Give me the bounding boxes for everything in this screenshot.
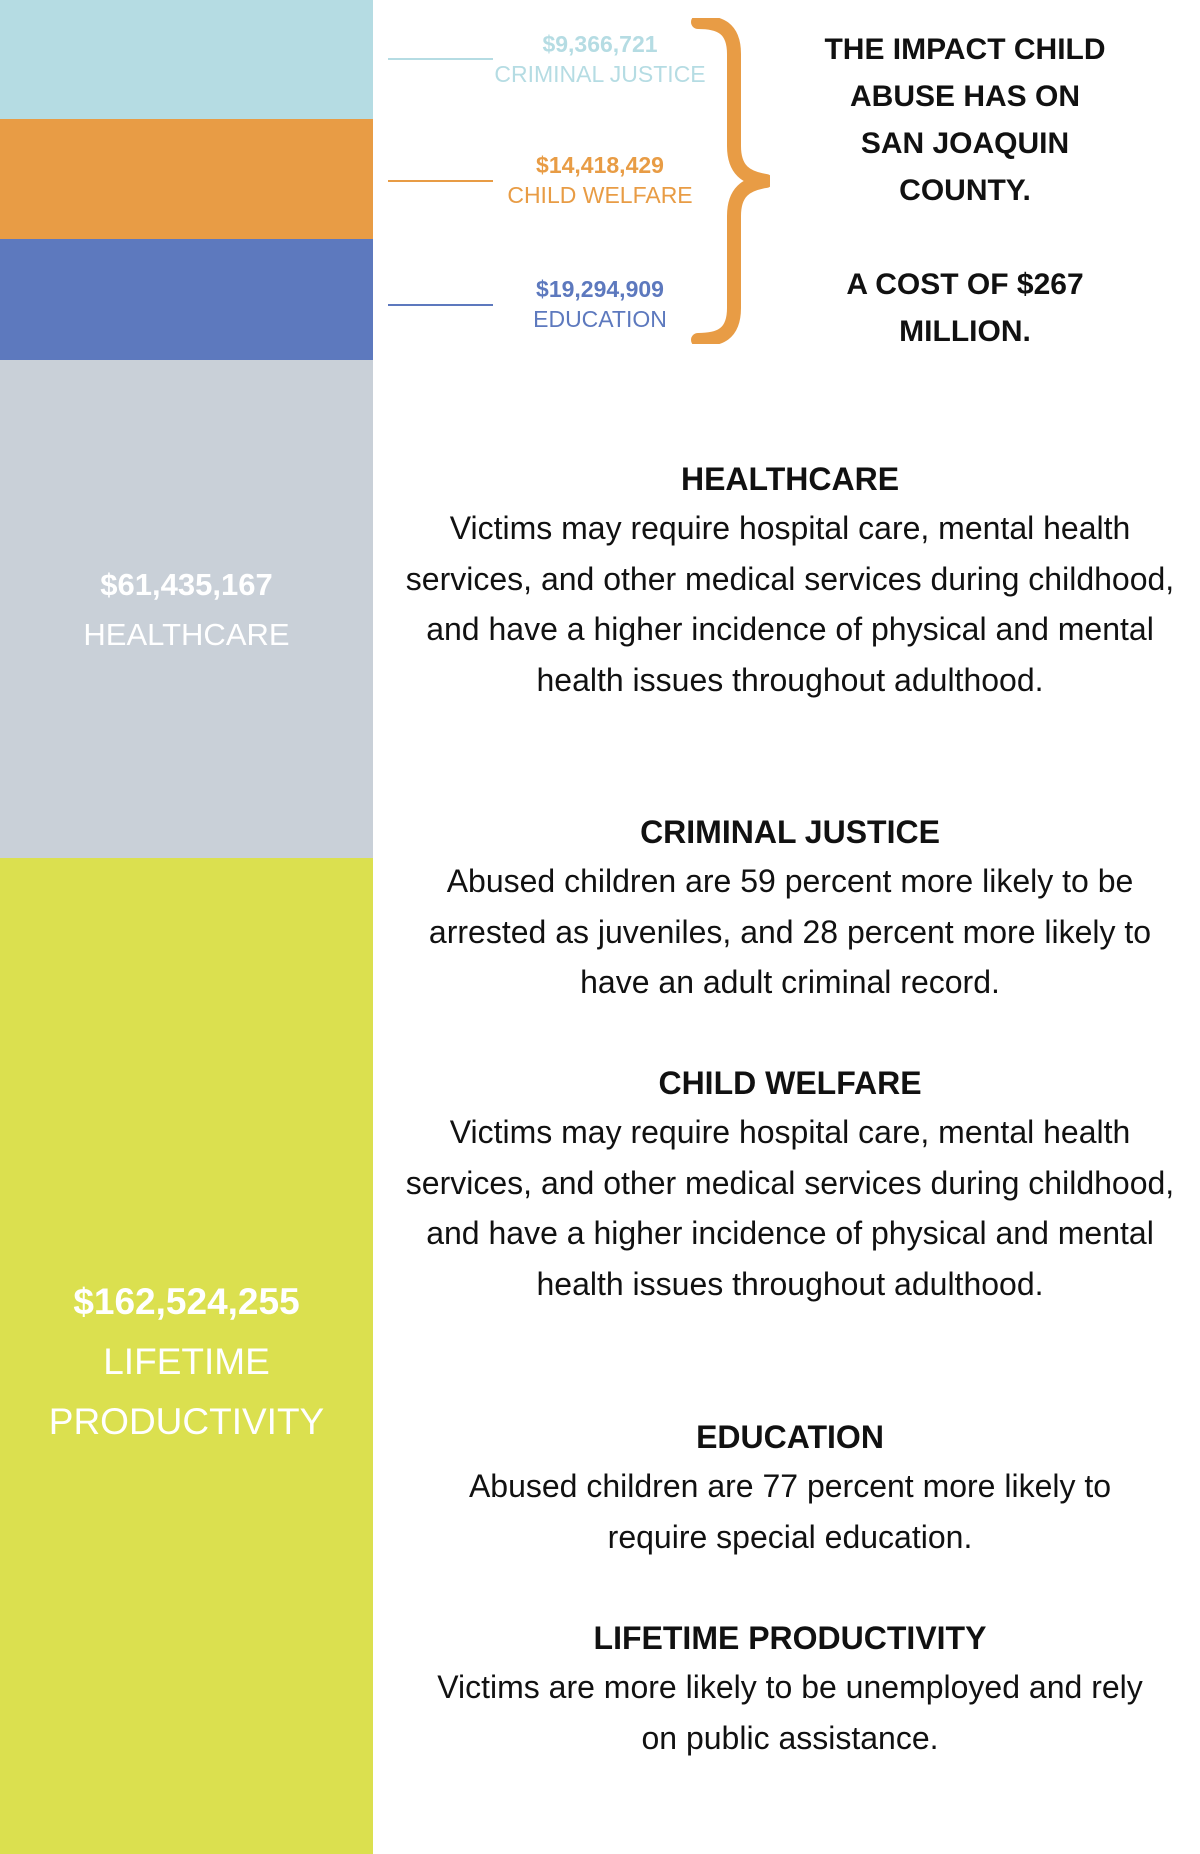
bar-label-amount: $162,524,255 bbox=[73, 1281, 300, 1322]
child-welfare-leader-line bbox=[388, 180, 493, 182]
section-healthcare bbox=[395, 455, 1185, 705]
impact-cost: A COST OF $267 MILLION. bbox=[846, 268, 1084, 348]
bar-segment-criminal-justice bbox=[0, 0, 373, 119]
education-leader-line bbox=[388, 304, 493, 306]
bar-segment-child-welfare bbox=[0, 119, 373, 239]
section-title: CHILD WELFARE bbox=[658, 1065, 922, 1101]
criminal-justice-amount: $9,366,721 bbox=[542, 31, 658, 57]
section-body: Victims are more likely to be unemployed and rely on public assistance. bbox=[437, 1669, 1143, 1756]
bar-label-healthcare bbox=[0, 560, 373, 660]
impact-headline-block bbox=[790, 26, 1140, 355]
curly-brace bbox=[690, 18, 770, 344]
section-body: Victims may require hospital care, mental health services, and other medical services during childhood, and have a higher incidence of physical and mental health issues throughout adulthood. bbox=[405, 510, 1175, 698]
section-education bbox=[395, 1413, 1185, 1562]
bar-label-name: LIFETIME PRODUCTIVITY bbox=[48, 1341, 325, 1442]
bar-segment-education bbox=[0, 239, 373, 360]
bar-label-lifetime-productivity bbox=[0, 1272, 373, 1452]
criminal-justice-leader-line bbox=[388, 58, 493, 60]
criminal-justice-name: CRIMINAL JUSTICE bbox=[494, 61, 706, 87]
section-title: EDUCATION bbox=[696, 1419, 884, 1455]
education-outside-label bbox=[490, 275, 710, 335]
section-title: CRIMINAL JUSTICE bbox=[640, 814, 940, 850]
child-welfare-amount: $14,418,429 bbox=[536, 152, 664, 178]
bar-label-amount: $61,435,167 bbox=[100, 567, 273, 602]
section-body: Victims may require hospital care, mental health services, and other medical services during childhood, and have a higher incidence of physical and mental health issues throughout adulthood. bbox=[405, 1114, 1175, 1302]
section-child-welfare bbox=[395, 1059, 1185, 1309]
section-body: Abused children are 77 percent more likely to require special education. bbox=[468, 1468, 1112, 1555]
impact-headline: THE IMPACT CHILD ABUSE HAS ON SAN JOAQUIN COUNTY. bbox=[824, 33, 1106, 207]
section-body: Abused children are 59 percent more likely to be arrested as juveniles, and 28 percent more likely to have an adult criminal record. bbox=[428, 863, 1152, 1000]
section-criminal-justice bbox=[395, 808, 1185, 1008]
child-welfare-outside-label bbox=[490, 151, 710, 211]
section-lifetime-productivity bbox=[395, 1614, 1185, 1763]
education-name: EDUCATION bbox=[533, 306, 667, 332]
child-welfare-name: CHILD WELFARE bbox=[507, 182, 693, 208]
bar-label-name: HEALTHCARE bbox=[83, 617, 290, 652]
section-title: LIFETIME PRODUCTIVITY bbox=[593, 1620, 987, 1656]
stacked-cost-bar bbox=[0, 0, 373, 1854]
criminal-justice-outside-label bbox=[490, 30, 710, 90]
section-title: HEALTHCARE bbox=[680, 461, 900, 497]
education-amount: $19,294,909 bbox=[536, 276, 664, 302]
